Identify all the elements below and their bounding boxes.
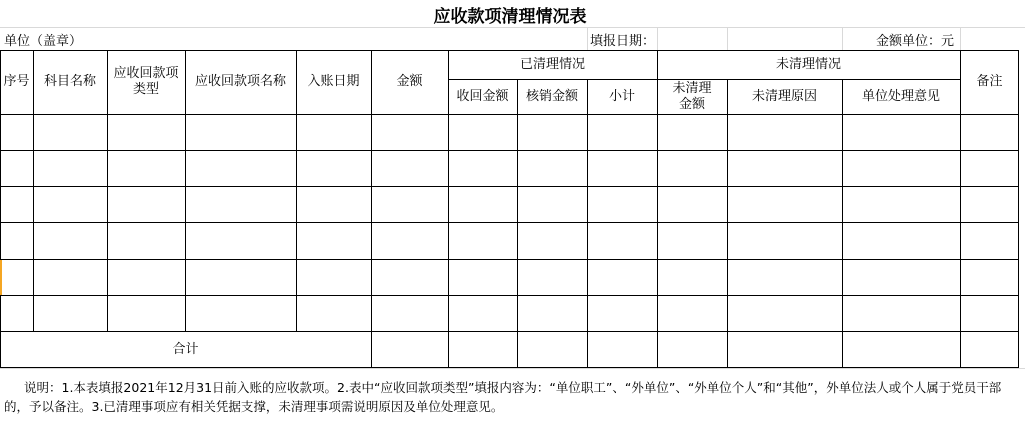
table-cell[interactable] xyxy=(296,259,371,295)
table-cell[interactable] xyxy=(448,150,517,186)
table-cell[interactable] xyxy=(517,295,587,331)
table-cell[interactable] xyxy=(448,259,517,295)
header-unit-opinion: 单位处理意见 xyxy=(861,89,940,104)
table-cell[interactable] xyxy=(517,259,587,295)
table-cell[interactable] xyxy=(296,222,371,259)
table-cell[interactable] xyxy=(296,186,371,222)
table-cell[interactable] xyxy=(185,222,296,259)
table-cell[interactable] xyxy=(587,150,657,186)
table-cell[interactable] xyxy=(448,295,517,331)
table-cell[interactable] xyxy=(371,295,448,331)
table-cell[interactable] xyxy=(842,150,960,186)
fill-date-label: 填报日期： xyxy=(590,33,656,49)
table-cell[interactable] xyxy=(517,222,587,259)
table-cell[interactable] xyxy=(842,295,960,331)
table-cell[interactable] xyxy=(107,222,185,259)
table-cell[interactable] xyxy=(727,150,842,186)
header-cleared-group: 已清理情况 xyxy=(519,56,585,72)
table-cell[interactable] xyxy=(185,259,296,295)
header-subject-name: 科目名称 xyxy=(43,74,96,89)
header-uncleared-group: 未清理情况 xyxy=(775,56,841,72)
table-cell[interactable] xyxy=(107,259,185,295)
table-cell[interactable] xyxy=(842,259,960,295)
table-cell[interactable] xyxy=(842,222,960,259)
table-cell[interactable] xyxy=(587,295,657,331)
table-cell[interactable] xyxy=(587,222,657,259)
table-cell[interactable] xyxy=(587,259,657,295)
table-cell[interactable] xyxy=(371,186,448,222)
table-cell[interactable] xyxy=(107,150,185,186)
table-cell[interactable] xyxy=(33,222,107,259)
table-cell[interactable] xyxy=(33,295,107,331)
table-cell[interactable] xyxy=(657,295,727,331)
table-cell[interactable] xyxy=(657,186,727,222)
header-seq: 序号 xyxy=(3,74,30,89)
table-cell[interactable] xyxy=(185,150,296,186)
table-cell[interactable] xyxy=(960,295,1019,331)
table-cell[interactable] xyxy=(185,295,296,331)
header-amount: 金额 xyxy=(396,74,423,89)
table-cell[interactable] xyxy=(296,150,371,186)
table-cell[interactable] xyxy=(960,259,1019,295)
table-cell[interactable] xyxy=(371,222,448,259)
table-cell[interactable] xyxy=(960,114,1019,150)
table-cell[interactable] xyxy=(727,114,842,150)
header-receivable-type: 应收回款项 类型 xyxy=(113,66,179,97)
table-cell[interactable] xyxy=(0,222,33,259)
page-title: 应收款项清理情况表 xyxy=(433,6,587,27)
table-cell[interactable] xyxy=(960,186,1019,222)
table-cell[interactable] xyxy=(0,259,33,295)
table-cell[interactable] xyxy=(517,186,587,222)
table-cell[interactable] xyxy=(107,186,185,222)
table-cell[interactable] xyxy=(657,114,727,150)
table-cell[interactable] xyxy=(296,295,371,331)
header-uncleared-amount: 未清理 金额 xyxy=(672,81,712,112)
table-cell[interactable] xyxy=(960,150,1019,186)
table-cell[interactable] xyxy=(657,222,727,259)
table-cell[interactable] xyxy=(107,114,185,150)
table-cell[interactable] xyxy=(960,222,1019,259)
header-receivable-name: 应收回款项名称 xyxy=(194,74,286,89)
table-cell[interactable] xyxy=(727,295,842,331)
table-cell[interactable] xyxy=(0,150,33,186)
table-cell[interactable] xyxy=(107,295,185,331)
table-cell[interactable] xyxy=(517,150,587,186)
table-cell[interactable] xyxy=(33,186,107,222)
table-cell[interactable] xyxy=(0,186,33,222)
header-subtotal: 小计 xyxy=(608,89,635,104)
table-cell[interactable] xyxy=(842,186,960,222)
table-cell[interactable] xyxy=(657,150,727,186)
header-written-off-amount: 核销金额 xyxy=(525,89,578,104)
table-cell[interactable] xyxy=(185,114,296,150)
table-cell[interactable] xyxy=(587,114,657,150)
table-cell[interactable] xyxy=(371,114,448,150)
table-cell[interactable] xyxy=(448,114,517,150)
header-entry-date: 入账日期 xyxy=(307,74,360,89)
table-cell[interactable] xyxy=(371,150,448,186)
header-remark: 备注 xyxy=(976,74,1003,89)
table-cell[interactable] xyxy=(727,222,842,259)
table-cell[interactable] xyxy=(33,259,107,295)
table-cell[interactable] xyxy=(448,186,517,222)
amount-unit-label: 金额单位：元 xyxy=(876,33,955,49)
table-cell[interactable] xyxy=(587,186,657,222)
table-cell[interactable] xyxy=(296,114,371,150)
unit-label: 单位（盖章） xyxy=(4,33,83,49)
table-cell[interactable] xyxy=(517,114,587,150)
total-label: 合计 xyxy=(172,341,199,357)
table-cell[interactable] xyxy=(727,259,842,295)
table-cell[interactable] xyxy=(448,222,517,259)
table-cell[interactable] xyxy=(185,186,296,222)
footnote: 说明：1.本表填报2021年12月31日前入账的应收款项。2.表中“应收回款项类型”填报内容为：“单位职工”、“外单位”、“外单位个人”和“其他”，外单位法人或个人属于党员干部的，予以备注。3.已清理事项应有相关凭据支撑，未清理事项需说明原因及单位处理意见。 xyxy=(4,380,1002,414)
table-cell[interactable] xyxy=(371,259,448,295)
table-cell[interactable] xyxy=(842,114,960,150)
table-cell[interactable] xyxy=(727,186,842,222)
table-cell[interactable] xyxy=(0,114,33,150)
table-cell[interactable] xyxy=(33,150,107,186)
table-cell[interactable] xyxy=(657,259,727,295)
header-recovered-amount: 收回金额 xyxy=(456,89,509,104)
header-uncleared-reason: 未清理原因 xyxy=(751,89,817,104)
table-cell[interactable] xyxy=(0,295,33,331)
table-cell[interactable] xyxy=(33,114,107,150)
